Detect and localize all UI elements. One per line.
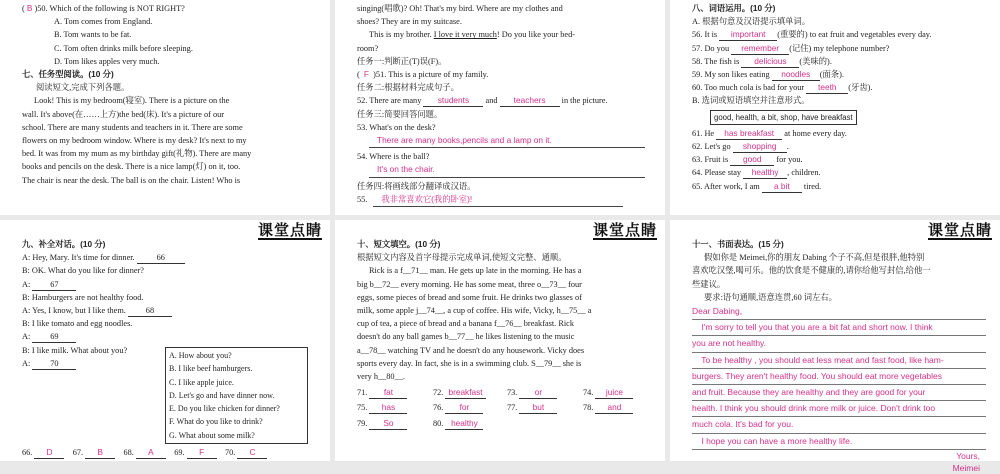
option: D. Let's go and have dinner now. [169, 390, 275, 400]
passage-line: school. There are many students and teachers in it. There are some [22, 122, 243, 132]
section-title-cloze: 十、短文填空。(10 分) [357, 239, 441, 249]
item-61: 61. He has breakfast at home every day. [692, 127, 847, 138]
answer-61: has breakfast [716, 128, 782, 140]
class-key-stamp: 课堂点睛 [592, 222, 657, 239]
prompt-line: 喜欢吃汉堡,喝可乐。他的饮食是不健康的,请你给他写封信,给他一 [692, 266, 931, 276]
prompt-requirement: 要求:语句通顺,语意连贯,60 词左右。 [704, 292, 837, 302]
essay-line: much cola. It's bad for you. [692, 417, 986, 433]
q50-option-d: D. Tom likes apples very much. [54, 56, 160, 66]
q51-answer: F [363, 69, 369, 80]
answer-69: F [187, 447, 217, 459]
item-59: 59. My son likes eating noodles (面条). [692, 69, 844, 80]
passage-line: books and pencils on the desk. There is a nice lamp(灯) on it, too. [22, 162, 241, 172]
sub-a-instruction: A. 根据句意及汉语提示填单词。 [692, 17, 811, 27]
answer-76: for [445, 402, 483, 414]
answer-58: delicious [741, 56, 799, 68]
passage-line: sports every day. In fact, she is in a swimming club. S__79__ she is [357, 358, 582, 368]
panel-cloze [335, 220, 665, 461]
essay-line: Dear Dabing, [692, 304, 986, 320]
option: G. What about some milk? [169, 430, 255, 440]
question-50: ( B )50. Which of the following is NOT RIGHT? [22, 3, 185, 13]
question-51: ( F )51. This is a picture of my family. [357, 69, 489, 80]
item-65: 65. After work, I am a bit tired. [692, 180, 822, 191]
options-box [165, 347, 308, 444]
answer-71: fat [369, 387, 407, 399]
answer-56: important [719, 29, 777, 41]
essay-line: I hope you can have a more healthy life. [692, 434, 986, 450]
answer-70: C [237, 447, 267, 459]
q52-answer-1: students [423, 95, 483, 107]
passage-line: shoes? They are in my suitcase. [357, 17, 462, 27]
question-52: 52. There are many students and teachers in the picture. [357, 95, 608, 106]
answer-74: juice [595, 387, 633, 399]
essay [692, 304, 986, 474]
prompt-line: 些建议。 [692, 279, 726, 289]
essay-line: and fruit. Because they are healthy and they are good for your [692, 385, 986, 401]
passage-line: The chair is near the desk. The ball is on the chair. Listen! Who is [22, 175, 241, 185]
dialog-line: A: 67 [22, 278, 316, 291]
passage-line: doesn't do any ball games b__77__ he likes listening to the music [357, 332, 575, 342]
dialog-line: B: I like tomato and egg noodles. [22, 319, 133, 329]
prompt-line: 假如你是 Meimei,你的朋友 Dabing 个子不高,但是很胖,他特别 [704, 253, 925, 263]
dialog-line: A: Yes, I know, but I like them. 68 [22, 304, 316, 317]
passage-line: cup of tea, a piece of bread and a banana f__76__ breakfast. Rick [357, 319, 575, 329]
answer-59: noodles [772, 69, 820, 81]
answer-75: has [369, 402, 407, 414]
option: F. What do you like to drink? [169, 417, 263, 427]
class-key-stamp: 课堂点睛 [257, 222, 322, 239]
answer-grid: 71. fat 72. breakfast 73. or 74. juice 75. has 76. for 77. but 78. and 79. So 80. healthy [357, 386, 651, 430]
option: C. I like apple juice. [169, 377, 234, 387]
answer-72: breakfast [445, 387, 485, 399]
blank-67: 67 [32, 279, 76, 291]
q55-answer: 我非常喜欢它(我的卧室)! [373, 193, 623, 207]
passage-line-underlined: This is my brother. I love it very much! Do you like your bed- [369, 30, 576, 40]
task-1-title: 任务一:判断正(T)误(F)。 [357, 56, 447, 66]
option: B. I like beef hamburgers. [169, 364, 253, 374]
underlined-sentence: I love it very much [433, 30, 497, 40]
answer-65: a bit [762, 181, 802, 193]
instruction: 根据短文内容及首字母提示完成单词,使短文完整、通顺。 [357, 253, 567, 263]
dialog-line: A: Hey, Mary. It's time for dinner. 66 [22, 251, 316, 264]
question-53: 53. What's on the desk? [357, 122, 436, 132]
question-54: 54. Where is the ball? [357, 152, 430, 162]
passage-line: very h__80__. [357, 372, 405, 382]
q50-text: )50. Which of the following is NOT RIGHT? [34, 4, 185, 13]
passage-line: Look! This is my bedroom(寝室). There is a picture on the [34, 96, 230, 106]
blank-68: 68 [128, 305, 172, 317]
item-58: 58. The fish is delicious (美味的). [692, 55, 832, 66]
q50-option-b: B. Tom wants to be fat. [54, 30, 132, 40]
essay-line: I'm sorry to tell you that you are a bit fat and short now. I think [692, 320, 986, 336]
passage-line: bed. It was from my mum as my birthday gift(礼物). There are many [22, 149, 252, 159]
q50-option-c: C. Tom often drinks milk before sleeping. [54, 43, 193, 53]
answer-73: or [519, 387, 557, 399]
answer-64: healthy [743, 167, 787, 179]
answer-77: but [519, 402, 557, 414]
dialog-line: B: OK. What do you like for dinner? [22, 266, 144, 276]
panel-reading-tasks [335, 0, 665, 215]
panel-writing [670, 220, 1000, 473]
answer-63: good [730, 154, 774, 166]
option: A. How about you? [169, 351, 232, 360]
panel-reading-comprehension [0, 0, 330, 215]
item-60: 60. Too much cola is bad for your teeth (牙齿). [692, 82, 873, 93]
answer-67: B [85, 447, 115, 459]
passage-line: a__78__ watching TV and he doesn't do any housework. Vicky does [357, 345, 585, 355]
dialog-line: B: I like milk. What about you? [22, 345, 128, 355]
q50-option-a: A. Tom comes from England. [54, 17, 153, 27]
item-64: 64. Please stay healthy , children. [692, 167, 821, 178]
item-63: 63. Fruit is good for you. [692, 154, 803, 165]
task-4-title: 任务四:将画线部分翻译成汉语。 [357, 181, 476, 191]
section-title-task-reading: 七、任务型阅读。(10 分) [22, 69, 114, 80]
panel-dialog-completion [0, 220, 330, 461]
answer-66: D [34, 447, 64, 459]
essay-line: health. I think you should drink more milk or juice. Don't drink too [692, 401, 986, 417]
essay-line: you are not healthy. [692, 336, 986, 352]
answer-79: So [369, 418, 407, 430]
task-3-title: 任务三:简要回答问题。 [357, 109, 443, 119]
passage-line: singing(唱歌)? Oh! That's my bird. Where are my clothes and [357, 4, 563, 13]
essay-line: burgers. They aren't healthy food. You should eat more vegetables [692, 369, 986, 385]
essay-signature: Meimei [952, 462, 980, 473]
essay-closing: Yours, [956, 450, 980, 461]
q50-answer: B [26, 3, 33, 13]
dialog-line: B: Hamburgers are not healthy food. [22, 292, 144, 302]
passage-line: wall. It's above(在……上方)the bed(床). It's a picture of our [22, 109, 225, 119]
answer-62: shopping [733, 141, 787, 153]
dialog-line: A: 70 [22, 357, 316, 370]
blank-66: 66 [137, 252, 185, 264]
word-bank-box: good, health, a bit, shop, have breakfast [710, 110, 857, 125]
instruction: 阅读短文,完成下列各题。 [36, 83, 130, 93]
passage-line: eggs, some pieces of bread and some fruit. He drinks two glasses of [357, 292, 582, 302]
option: E. Do you like chicken for dinner? [169, 404, 280, 414]
passage-line: milk, some apple j__74__, a cup of coffee. His wife, Vicky, h__75__ a [357, 306, 592, 316]
passage-line: room? [357, 43, 379, 53]
answer-78: and [595, 402, 633, 414]
passage-line: Rick is a f__71__ man. He gets up late in the morning. He has a [369, 266, 582, 276]
dialog-line: A: 69 [22, 330, 316, 343]
section-title-dialog: 九、补全对话。(10 分) [22, 239, 106, 249]
answer-57: remember [731, 43, 789, 55]
task-2-title: 任务二:根据材料完成句子。 [357, 83, 459, 93]
q52-answer-2: teachers [500, 95, 560, 107]
item-57: 57. Do you remember (记住) my telephone number? [692, 42, 890, 53]
q53-answer: There are many books,pencils and a lamp on it. [369, 134, 645, 148]
section-title-writing: 十一、书面表达。(15 分) [692, 239, 784, 249]
blank-69: 69 [32, 331, 76, 343]
class-key-stamp: 课堂点睛 [927, 222, 992, 239]
panel-word-usage [670, 0, 1000, 215]
answer-80: healthy [445, 418, 483, 430]
answer-60: teeth [806, 82, 848, 94]
q54-answer: It's on the chair. [369, 163, 645, 177]
passage-line: flowers on my bedroom window. Where is my desk? It's next to my [22, 136, 247, 146]
passage-line: big b__72__ every morning. He has some meat, three o__73__ four [357, 279, 582, 289]
question-55: 55. 我非常喜欢它(我的卧室)! [357, 193, 651, 207]
item-62: 62. Let's go shopping . [692, 141, 789, 152]
essay-line: To be healthy , you should eat less meat and fast food, like ham- [692, 353, 986, 369]
answer-row: 66. D 67. B 68. A 69. F 70. C [22, 446, 267, 459]
item-56: 56. It is important (重要的) to eat fruit and vegetables every day. [692, 29, 932, 40]
section-title-word-usage: 八、词语运用。(10 分) [692, 3, 776, 13]
sub-b-instruction: B. 选词或短语填空并注意形式。 [692, 96, 810, 106]
answer-68: A [136, 447, 166, 459]
blank-70: 70 [32, 358, 76, 370]
